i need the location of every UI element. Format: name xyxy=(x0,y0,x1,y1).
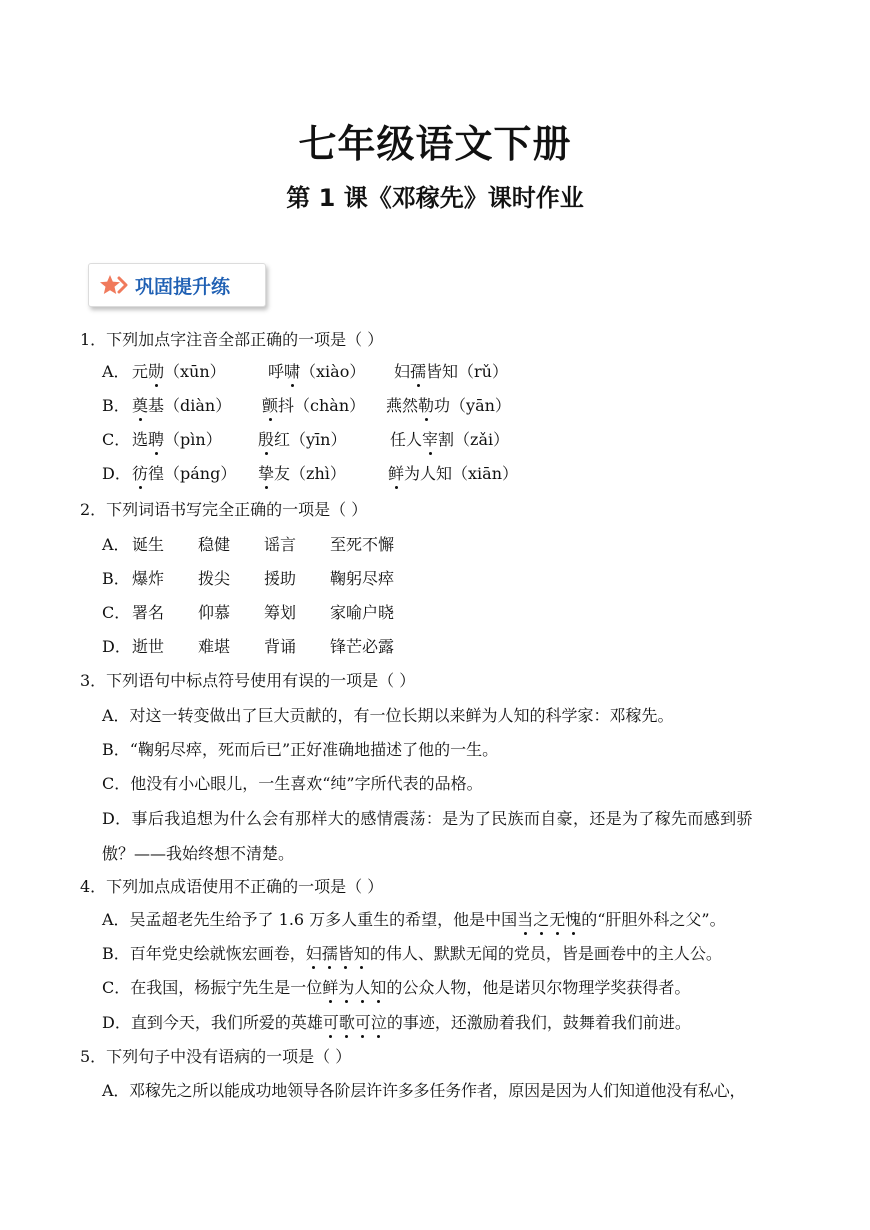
q3-option-c: C．他没有小心眼儿，一生喜欢“纯”字所代表的品格。 xyxy=(102,774,483,793)
q4-option-c: C．在我国，杨振宁先生是一位鲜为人知的公众人物，他是诺贝尔物理学奖获得者。 xyxy=(102,978,691,997)
section-badge-label: 巩固提升练 xyxy=(135,275,231,298)
page-title: 七年级语文下册 xyxy=(298,122,572,166)
page-subtitle: 第 1 课《邓稼先》课时作业 xyxy=(286,184,584,212)
q3-option-b: B．“鞠躬尽瘁，死而后已”正好准确地描述了他的一生。 xyxy=(102,740,499,759)
q4-option-b: B．百年党史绘就恢宏画卷，妇孺皆知的伟人、默默无闻的党员，皆是画卷中的主人公。 xyxy=(102,944,722,963)
q5-option-a: A．邓稼先之所以能成功地领导各阶层许许多多任务作者，原因是因为人们知道他没有私心， xyxy=(102,1081,746,1100)
q4-option-d: D．直到今天，我们所爱的英雄可歌可泣的事迹，还激励着我们，鼓舞着我们前进。 xyxy=(102,1013,691,1032)
q4-option-a: A．吴孟超老先生给予了 1.6 万多人重生的希望，他是中国当之无愧的“肝胆外科之父”。 xyxy=(102,910,726,929)
question-1-stem: 1．下列加点字注音全部正确的一项是（ ） xyxy=(80,330,384,349)
question-3-stem: 3．下列语句中标点符号使用有误的一项是（ ） xyxy=(80,671,416,690)
q3-option-d: D．事后我追想为什么会有那样大的感情震荡：是为了民族而自豪，还是为了稼先而感到骄 xyxy=(102,809,753,828)
q3-option-d-continued: 傲？——我始终想不清楚。 xyxy=(102,844,295,863)
question-5-stem: 5．下列句子中没有语病的一项是（ ） xyxy=(80,1047,352,1066)
emphasis-dots: 鲜为人知 xyxy=(322,978,387,997)
q3-option-a: A．对这一转变做出了巨大贡献的，有一位长期以来鲜为人知的科学家：邓稼先。 xyxy=(102,706,674,725)
emphasis-dots: 可歌可泣 xyxy=(322,1013,387,1032)
emphasis-dots: 当之无愧 xyxy=(517,910,582,929)
section-badge xyxy=(88,263,266,307)
question-2-stem: 2．下列词语书写完全正确的一项是（ ） xyxy=(80,500,368,519)
question-4-stem: 4．下列加点成语使用不正确的一项是（ ） xyxy=(80,877,384,896)
star-icon xyxy=(99,274,129,296)
emphasis-dots: 妇孺皆知 xyxy=(305,944,370,963)
